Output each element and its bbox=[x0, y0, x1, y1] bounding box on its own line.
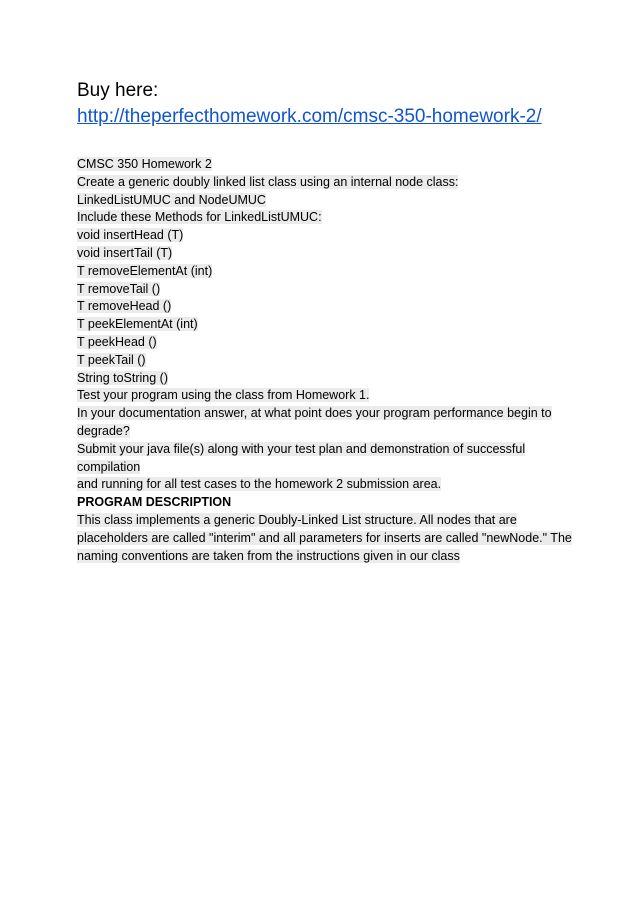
text-line: String toString () bbox=[77, 370, 169, 385]
text-line: Submit your java file(s) along with your test plan and demonstration of successful bbox=[77, 441, 526, 456]
text-line: T peekHead () bbox=[77, 334, 157, 349]
buy-here-label: Buy here: bbox=[77, 80, 159, 101]
buy-link[interactable]: http://theperfecthomework.com/cmsc-350-homework-2/ bbox=[77, 106, 542, 127]
text-line: LinkedListUMUC and NodeUMUC bbox=[77, 192, 266, 207]
text-line: void insertTail (T) bbox=[77, 245, 173, 260]
text-line: void insertHead (T) bbox=[77, 228, 184, 243]
text-line: Create a generic doubly linked list class using an internal node class: bbox=[77, 174, 459, 189]
text-line: degrade? bbox=[77, 423, 130, 438]
text-line: Include these Methods for LinkedListUMUC: bbox=[77, 210, 322, 225]
text-line: compilation bbox=[77, 459, 141, 474]
text-line: In your documentation answer, at what point does your program performance begin to bbox=[77, 406, 552, 421]
text-line: T peekTail () bbox=[77, 352, 146, 367]
description-line: This class implements a generic Doubly-Linked List structure. All nodes that are bbox=[77, 512, 517, 527]
text-line: T removeHead () bbox=[77, 299, 172, 314]
description-line: naming conventions are taken from the instructions given in our class bbox=[77, 548, 460, 563]
document-body bbox=[77, 156, 572, 565]
text-line: T removeElementAt (int) bbox=[77, 263, 213, 278]
description-line: placeholders are called "interim" and all parameters for inserts are called "newNode." The bbox=[77, 530, 572, 545]
text-line: and running for all test cases to the homework 2 submission area. bbox=[77, 477, 442, 492]
text-line: T removeTail () bbox=[77, 281, 161, 296]
text-line: T peekElementAt (int) bbox=[77, 317, 198, 332]
text-line: Test your program using the class from Homework 1. bbox=[77, 388, 370, 403]
text-line: CMSC 350 Homework 2 bbox=[77, 157, 212, 171]
section-heading: PROGRAM DESCRIPTION bbox=[77, 495, 232, 510]
